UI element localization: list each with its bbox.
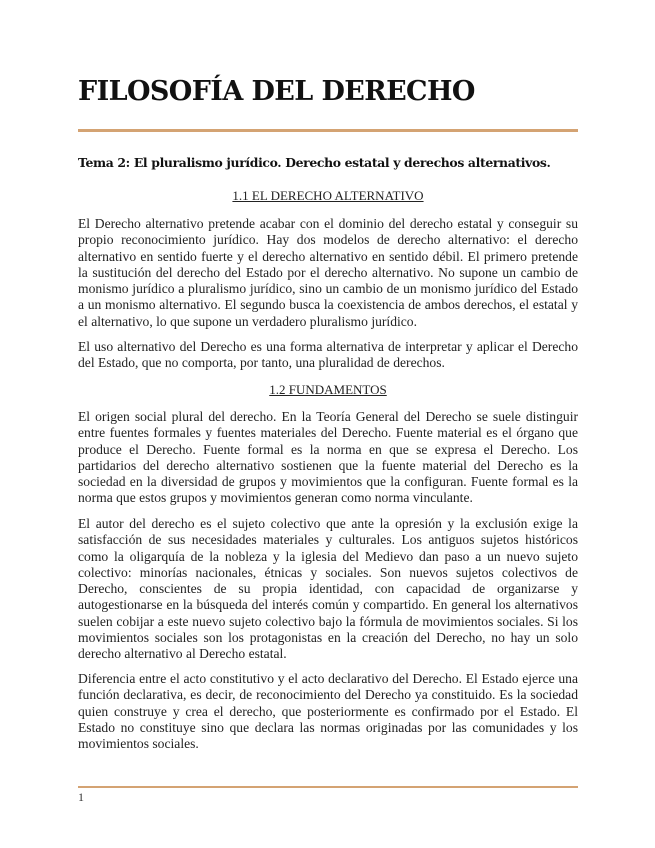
document-title: FILOSOFÍA DEL DERECHO — [78, 76, 475, 107]
section-heading-fundamentos: 1.2 FUNDAMENTOS — [269, 382, 387, 397]
paragraph: El origen social plural del derecho. En la Teoría General del Derecho se suele distinguir entre fuentes formales y fuentes materiales del Derecho. Fuente material es el órgano que produce el Derecho. Fuente formal es la norma en que se expresa el Derecho. Los partidarios del derecho alternativo sostienen que la fuente material del Derecho es la sociedad en la diversidad de grupos y movimientos que la configuran. Fuente formal es la norma que estos grupos y movimientos generan como norma vinculante. — [78, 409, 578, 506]
section-heading-derecho-alternativo: 1.1 EL DERECHO ALTERNATIVO — [232, 188, 424, 203]
title-divider — [78, 129, 578, 132]
paragraph: El autor del derecho es el sujeto colectivo que ante la opresión y la exclusión exige la satisfacción de sus necesidades materiales y culturales. Los antiguos sujetos históricos como la oligarquía de la nobleza y la iglesia del Medievo dan paso a un nuevo sujeto colectivo: minorías nacionales, étnicas y sociales. Son nuevos sujetos colectivos de Derecho, conscientes de su propia identidad, con capacidad de organizarse y autogestionarse en la búsqueda del interés común y compartido. En general los alternativos suelen cobijar a este nuevo sujeto colectivo bajo la fórmula de movimientos sociales. Si los movimientos sociales son los protagonistas en la creación del Derecho, no hay un solo derecho alternativo al Derecho estatal. — [78, 516, 578, 662]
footer-divider — [78, 786, 578, 788]
paragraph: Diferencia entre el acto constitutivo y el acto declarativo del Derecho. El Estado ejerce una función declarativa, es decir, de reconocimiento del Derecho ya constituido. Es la sociedad quien construye y crea el derecho, que posteriormente es confirmado por el Estado. El Estado no constituye sino que declara las normas originadas por las comunidades y los movimientos sociales. — [78, 671, 578, 752]
page-number: 1 — [78, 790, 84, 804]
paragraph: El uso alternativo del Derecho es una forma alternativa de interpretar y aplicar el Derecho del Estado, que no comporta, por tanto, una pluralidad de derechos. — [78, 339, 578, 371]
topic-subtitle: Tema 2: El pluralismo jurídico. Derecho estatal y derechos alternativos. — [78, 155, 551, 170]
paragraph: El Derecho alternativo pretende acabar con el dominio del derecho estatal y conseguir su propio reconocimiento jurídico. Hay dos modelos de derecho alternativo: el derecho alternativo en sentido fuerte y el derecho alternativo en sentido débil. El primero pretende la sustitución del derecho del Estado por el derecho alternativo. No supone un cambio de monismo jurídico a pluralismo jurídico, sino un cambio de un monismo jurídico del Estado a un monismo alternativo. El segundo busca la coexistencia de ambos derechos, el estatal y el alternativo, lo que supone un verdadero pluralismo jurídico. — [78, 216, 578, 329]
